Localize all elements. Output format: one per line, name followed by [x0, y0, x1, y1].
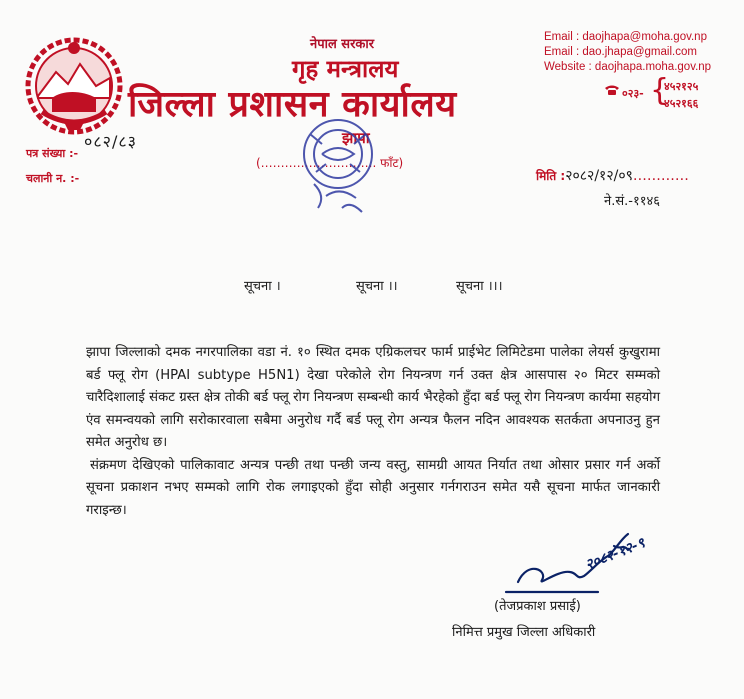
- notice-heading-3: सूचना ।।।: [456, 279, 503, 294]
- ministry-name: गृह मन्त्रालय: [292, 55, 399, 83]
- notice-heading-1: सूचना ।: [244, 279, 281, 294]
- body-paragraph-2: संक्रमण देखिएको पालिकावाट अन्यत्र पन्छी तथा पन्छी जन्य वस्तु, सामग्री आयत निर्यात तथा ओसार प्रसार गर्न अर्को सूचना प्रकाशन नभए सम्मको लागि रोक लगाइएको हुँदा सोही अनुसार गर्नगराउन समेत यसै सूचना मार्फत जानकारी गराइन्छ।: [86, 457, 660, 518]
- phone-number-2: ४५२१६६: [664, 97, 699, 110]
- fiscal-year: ०८२/८३: [84, 132, 137, 151]
- contact-block: [544, 30, 711, 75]
- district-name: झापा: [342, 129, 370, 147]
- dispatch-label: चलानी न. :-: [26, 172, 80, 185]
- notice-body: [86, 342, 660, 522]
- office-stamp: [296, 114, 380, 222]
- phone-numbers: [664, 78, 698, 112]
- date-label: मिति :: [536, 169, 566, 183]
- phone-brace: {: [650, 73, 670, 108]
- signer-name: (तेजप्रकाश प्रसाई): [494, 599, 581, 614]
- phone-area-code: ०२३-: [622, 87, 644, 100]
- reference-label: पत्र संख्या :-: [26, 147, 79, 160]
- date-value: २०८२/१२/०९: [565, 168, 633, 184]
- sub-section-line: (……………………….. फाँट): [256, 156, 404, 170]
- phone-number-1: ४५२१२५: [664, 80, 699, 93]
- government-name: नेपाल सरकार: [310, 37, 375, 52]
- signature-date: २०८२-१२-९: [583, 535, 648, 574]
- reference-number: ने.सं.-११४६: [604, 194, 660, 209]
- notice-heading-2: सूचना ।।: [356, 279, 398, 294]
- date-dots: …………: [632, 168, 689, 184]
- office-name: जिल्ला प्रशासन कार्यालय: [128, 84, 457, 125]
- website-link[interactable]: Website : daojhapa.moha.gov.np: [544, 61, 712, 73]
- phone-icon: [604, 84, 620, 96]
- body-paragraph-1: झापा जिल्लाको दमक नगरपालिका वडा नं. १० स्थित दमक एग्रिकलचर फार्म प्राईभेट लिमिटेडमा पालेका लेयर्स कुखुरामा बर्ड फ्लू रोग (HPAI subtype H5N1) देखा परेकोले रोग नियन्त्रण गर्न उक्त क्षेत्र आसपास २० मिटर सम्मको चारैदिशालाई संकट ग्रस्त क्षेत्र तोकी बर्ड फ्लू रोग नियन्त्रण सम्बन्धी कार्य भैरहेको हुँदा बर्ड फ्लू रोग नियन्त्रण कार्यमा सहयोग एंव समन्वयको लागि सरोकारवाला सबैमा अनुरोध गर्दै बर्ड फ्लू रोग अन्यत्र फैलन नदिन आवश्यक सतर्कता अपनाउनु हुन समेत अनुरोध छ।: [86, 345, 660, 450]
- signer-designation: निमित्त प्रमुख जिल्ला अधिकारी: [452, 625, 596, 640]
- date-line: [536, 166, 689, 185]
- email-secondary[interactable]: Email : dao.jhapa@gmail.com: [544, 46, 697, 58]
- email-primary[interactable]: Email : daojhapa@moha.gov.np: [544, 31, 707, 43]
- nepal-emblem-logo: [22, 34, 126, 138]
